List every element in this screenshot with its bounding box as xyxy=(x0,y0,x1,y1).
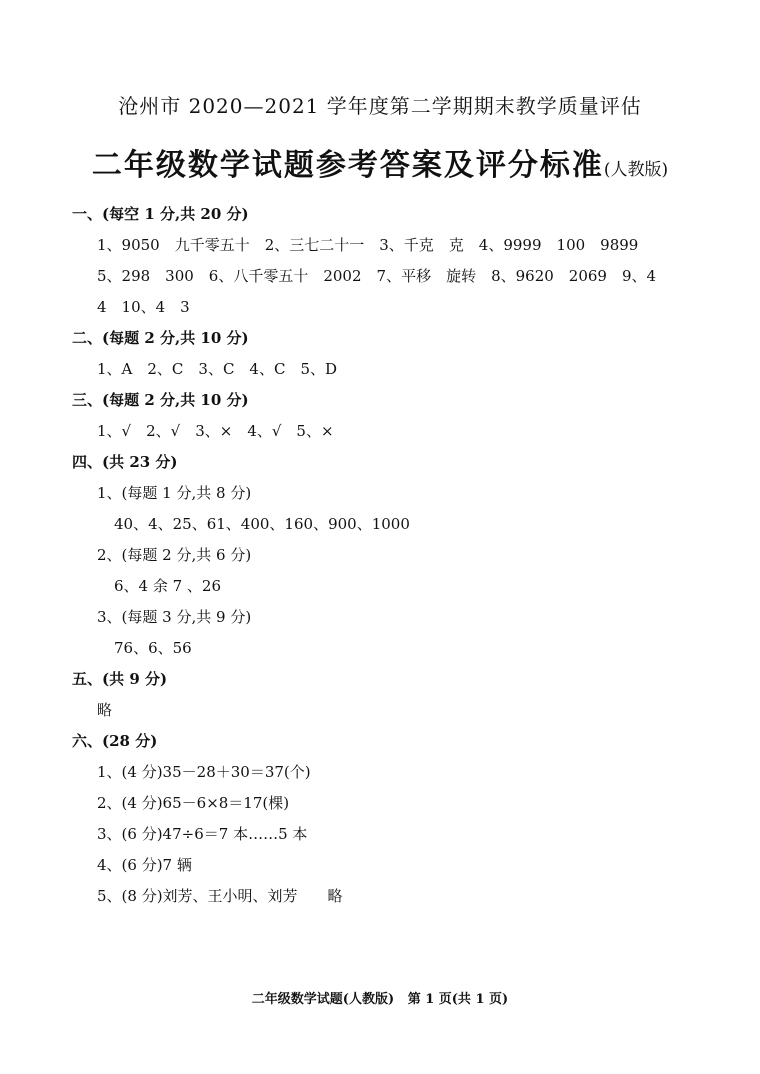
section-5-answer-line: 略 xyxy=(97,701,113,719)
section-2-answer-line: 1、A 2、C 3、C 4、C 5、D xyxy=(97,360,338,378)
section-4-subheading: 2、(每题 2 分,共 6 分) xyxy=(97,546,252,564)
section-1-heading: 一、(每空 1 分,共 20 分) xyxy=(72,205,249,223)
document-title-text: 二年级数学试题参考答案及评分标准 xyxy=(91,148,604,183)
footer-page-number: 第 1 页(共 1 页) xyxy=(407,992,509,1007)
footer-subject: 二年级数学试题(人教版) xyxy=(251,992,395,1007)
section-4-answer-line: 6、4 余 7 、26 xyxy=(114,577,222,595)
document-title xyxy=(0,140,760,184)
section-4-subheading: 1、(每题 1 分,共 8 分) xyxy=(97,484,252,502)
edition-label: (人教版) xyxy=(603,160,669,180)
section-4-heading: 四、(共 23 分) xyxy=(72,453,178,471)
section-4-answer-line: 76、6、56 xyxy=(114,639,192,657)
section-3-answer-line: 1、√ 2、√ 3、× 4、√ 5、× xyxy=(97,422,334,440)
section-1-answer-line: 5、298 300 6、八千零五十 2002 7、平移 旋转 8、9620 2069 9、4 xyxy=(97,267,657,285)
section-2-heading: 二、(每题 2 分,共 10 分) xyxy=(72,329,249,347)
section-3-heading: 三、(每题 2 分,共 10 分) xyxy=(72,391,249,409)
section-4-answer-line: 40、4、25、61、400、160、900、1000 xyxy=(114,515,410,533)
section-6-answer-line: 4、(6 分)7 辆 xyxy=(97,856,192,874)
section-6-answer-line: 1、(4 分)35－28＋30＝37(个) xyxy=(97,763,311,781)
answer-content xyxy=(72,199,712,912)
section-6-answer-line: 2、(4 分)65－6×8＝17(棵) xyxy=(97,794,290,812)
section-6-answer-line: 5、(8 分)刘芳、王小明、刘芳 略 xyxy=(97,887,343,905)
section-1-answer-line: 1、9050 九千零五十 2、三七二十一 3、千克 克 4、9999 100 9899 xyxy=(97,236,639,254)
section-6-answer-line: 3、(6 分)47÷6＝7 本……5 本 xyxy=(97,825,308,843)
exam-title: 沧州市 2020—2021 学年度第二学期期末教学质量评估 xyxy=(118,94,642,118)
section-5-heading: 五、(共 9 分) xyxy=(72,670,168,688)
section-6-heading: 六、(28 分) xyxy=(72,732,158,750)
page-footer xyxy=(0,988,760,1007)
section-4-subheading: 3、(每题 3 分,共 9 分) xyxy=(97,608,252,626)
section-1-answer-line: 4 10、4 3 xyxy=(97,298,190,316)
